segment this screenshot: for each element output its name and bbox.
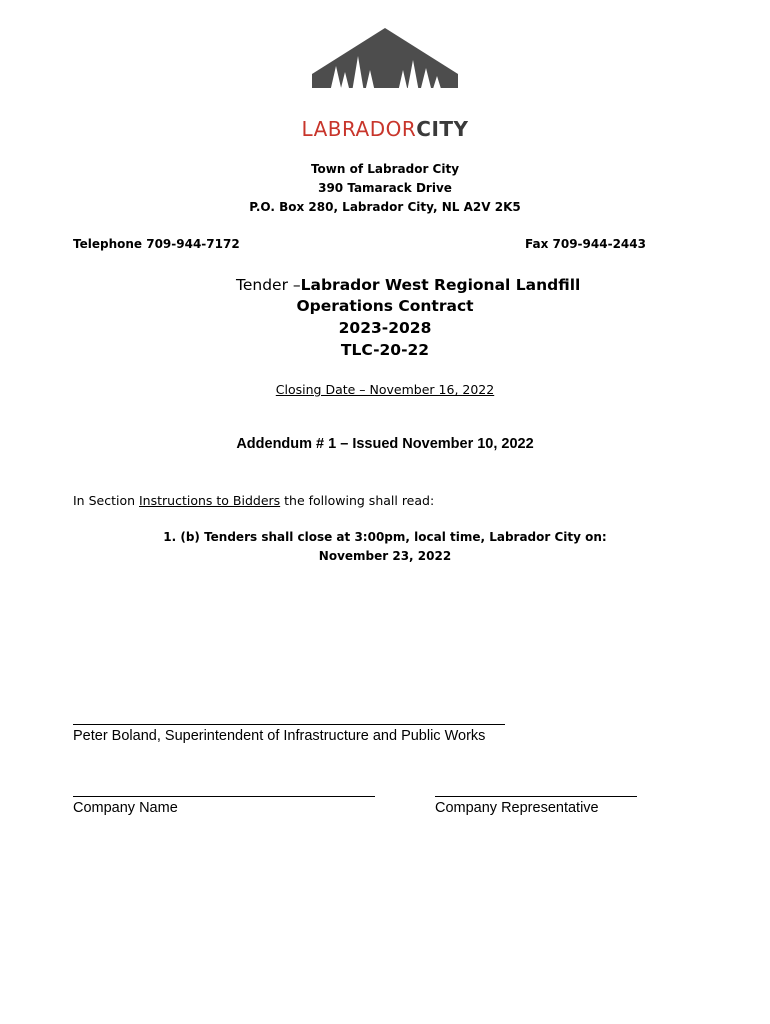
tender-title-line-1: [236, 276, 580, 294]
instructions-to-bidders-ref: Instructions to Bidders: [139, 493, 281, 508]
official-signature-line: [73, 724, 505, 725]
org-name: Town of Labrador City: [310, 162, 460, 176]
intro-prefix: In Section: [73, 493, 139, 508]
mountain-trees-icon: [310, 26, 460, 116]
tender-prefix: Tender –: [236, 276, 301, 294]
closing-date: Closing Date – November 16, 2022: [275, 382, 495, 397]
logo-text-labrador: LABRADOR: [301, 117, 417, 141]
address-line-2: P.O. Box 280, Labrador City, NL A2V 2K5: [249, 200, 521, 214]
company-rep-label: Company Representative: [435, 800, 599, 816]
company-rep-line: [435, 796, 637, 797]
addendum-item-line-2: November 23, 2022: [318, 549, 452, 563]
addendum-heading: Addendum # 1 – Issued November 10, 2022: [236, 436, 534, 452]
address-line-1: 390 Tamarack Drive: [318, 181, 452, 195]
tender-number: TLC-20-22: [340, 341, 430, 359]
intro-suffix: the following shall read:: [280, 493, 435, 508]
logo-wordmark: [0, 117, 770, 141]
addendum-item-line-1: 1. (b) Tenders shall close at 3:00pm, local time, Labrador City on:: [163, 530, 607, 544]
tender-title-line-3: 2023-2028: [338, 319, 432, 337]
official-signature-label: Peter Boland, Superintendent of Infrastructure and Public Works: [73, 728, 486, 744]
company-name-line: [73, 796, 375, 797]
tender-title-line-2: Operations Contract: [296, 297, 474, 315]
fax: Fax 709-944-2443: [525, 237, 646, 251]
addendum-intro: [73, 493, 434, 508]
telephone: Telephone 709-944-7172: [73, 237, 240, 251]
tender-project-name: Labrador West Regional Landfill: [300, 276, 581, 294]
company-name-label: Company Name: [73, 800, 178, 816]
logo-text-city: CITY: [416, 117, 469, 141]
